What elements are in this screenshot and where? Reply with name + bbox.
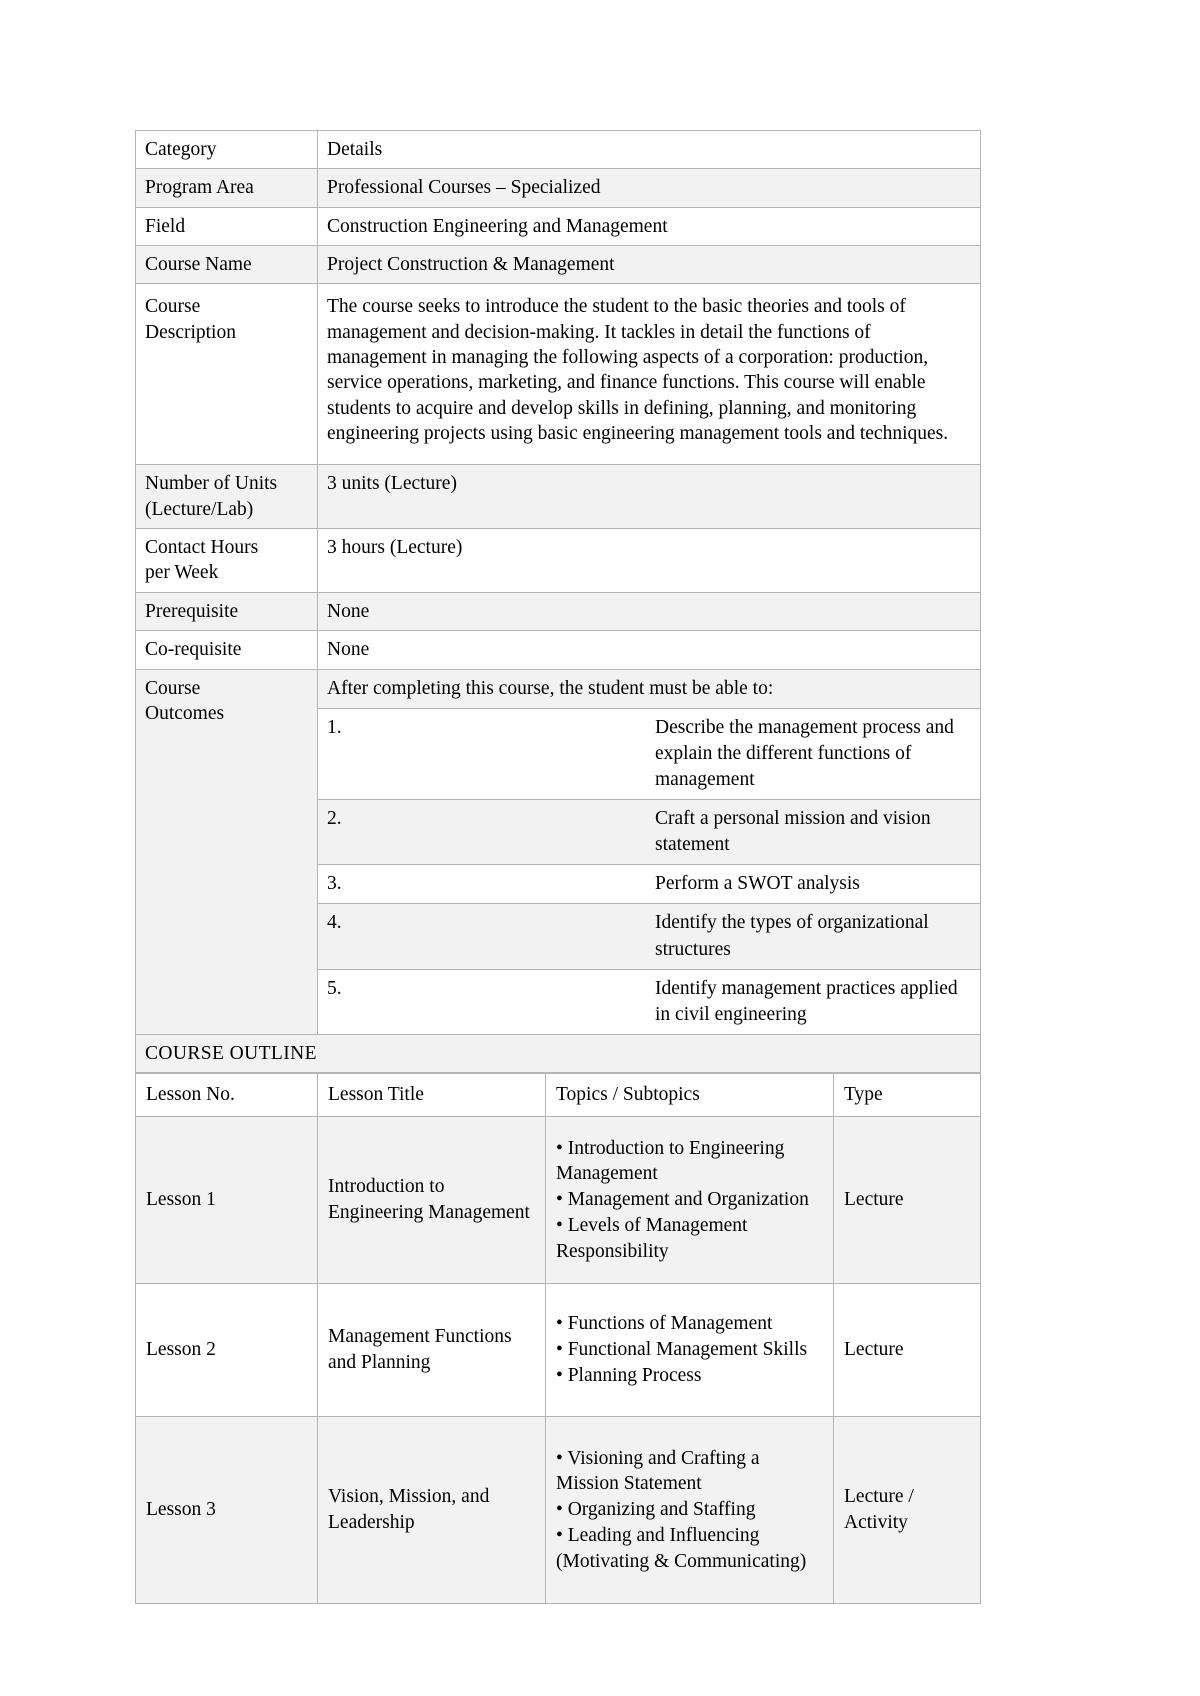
topic-item: • Levels of Management Responsibility (556, 1214, 748, 1262)
course-description-label-line2: Description (145, 321, 236, 343)
row-label-contact-hours (136, 529, 318, 593)
row-value-number-of-units: 3 units (Lecture) (318, 465, 981, 529)
lesson-topics (546, 1283, 834, 1416)
lesson-type: Lecture / Activity (834, 1416, 981, 1603)
column-header-topics: Topics / Subtopics (546, 1074, 834, 1117)
outcomes-label-line1: Course (145, 677, 201, 699)
table-row (136, 1416, 981, 1603)
list-item (318, 708, 980, 799)
column-header-category: Category (136, 131, 318, 169)
row-label-course-name: Course Name (136, 246, 318, 284)
lesson-topics (546, 1116, 834, 1283)
row-label-prerequisite: Prerequisite (136, 592, 318, 630)
list-item (318, 865, 980, 904)
lesson-title: Management Functions and Planning (318, 1283, 546, 1416)
table-row (136, 1283, 981, 1416)
outcomes-intro-text: After completing this course, the student must be able to: (318, 670, 980, 709)
column-header-lesson-title: Lesson Title (318, 1074, 546, 1117)
outcome-number: 5. (318, 969, 649, 1034)
row-label-corequisite: Co-requisite (136, 631, 318, 669)
row-label-number-of-units (136, 465, 318, 529)
course-outline-banner-row (136, 1034, 981, 1072)
list-item (318, 800, 980, 865)
row-label-program-area: Program Area (136, 169, 318, 207)
table-row-units (136, 465, 981, 529)
lesson-number: Lesson 2 (136, 1283, 318, 1416)
contact-hours-label-line2: per Week (145, 562, 219, 584)
list-item (318, 969, 980, 1034)
outcomes-intro-row (318, 670, 980, 709)
outcome-number: 2. (318, 800, 649, 865)
table-header-row (136, 131, 981, 169)
topic-item: • Visioning and Crafting a Mission Statement (556, 1447, 760, 1495)
table-row-corequisite (136, 631, 981, 669)
outcome-text: Describe the management process and explain the different functions of management (649, 708, 980, 799)
outcome-text: Perform a SWOT analysis (649, 865, 980, 904)
lesson-type: Lecture (834, 1116, 981, 1283)
table-row-contact-hours (136, 529, 981, 593)
table-row (136, 207, 981, 245)
outcomes-label-line2: Outcomes (145, 702, 225, 724)
lesson-number: Lesson 3 (136, 1416, 318, 1603)
column-header-lesson-no: Lesson No. (136, 1074, 318, 1117)
lesson-title: Vision, Mission, and Leadership (318, 1416, 546, 1603)
lesson-topics (546, 1416, 834, 1603)
table-row (136, 246, 981, 284)
topic-item: • Functional Management Skills (556, 1339, 808, 1361)
outcomes-table (318, 670, 980, 1034)
table-row (136, 169, 981, 207)
syllabus-table (135, 130, 981, 1073)
units-label-line2: (Lecture/Lab) (145, 498, 254, 520)
outcome-number: 3. (318, 865, 649, 904)
topic-item: • Organizing and Staffing (556, 1499, 756, 1521)
list-item (318, 904, 980, 969)
outcome-text: Craft a personal mission and vision statement (649, 800, 980, 865)
course-outline-banner: COURSE OUTLINE (136, 1034, 981, 1072)
lesson-type: Lecture (834, 1283, 981, 1416)
course-description-label-line1: Course (145, 296, 201, 318)
topic-item: • Management and Organization (556, 1189, 809, 1211)
outcome-number: 4. (318, 904, 649, 969)
table-row-course-description (136, 284, 981, 465)
row-label-course-outcomes (136, 669, 318, 1034)
row-value-field: Construction Engineering and Management (318, 207, 981, 245)
row-value-corequisite: None (318, 631, 981, 669)
topic-item: • Functions of Management (556, 1313, 773, 1335)
course-outline-table (135, 1073, 981, 1604)
outcome-text: Identify the types of organizational structures (649, 904, 980, 969)
table-row (136, 1116, 981, 1283)
topic-item: • Leading and Influencing (Motivating & Communicating) (556, 1524, 807, 1572)
outcome-text: Identify management practices applied in civil engineering (649, 969, 980, 1034)
column-header-details: Details (318, 131, 981, 169)
table-row-course-outcomes (136, 669, 981, 1034)
outcome-number: 1. (318, 708, 649, 799)
contact-hours-label-line1: Contact Hours (145, 537, 259, 559)
table-row-prerequisite (136, 592, 981, 630)
row-label-field: Field (136, 207, 318, 245)
topic-item: • Introduction to Engineering Management (556, 1137, 785, 1185)
lesson-number: Lesson 1 (136, 1116, 318, 1283)
column-header-type: Type (834, 1074, 981, 1117)
row-value-course-name: Project Construction & Management (318, 246, 981, 284)
row-value-contact-hours: 3 hours (Lecture) (318, 529, 981, 593)
lesson-title: Introduction to Engineering Management (318, 1116, 546, 1283)
row-label-course-description (136, 284, 318, 465)
course-outcomes-container (318, 669, 981, 1034)
row-value-program-area: Professional Courses – Specialized (318, 169, 981, 207)
topic-item: • Planning Process (556, 1364, 702, 1386)
units-label-line1: Number of Units (145, 473, 278, 495)
outline-header-row (136, 1074, 981, 1117)
row-value-prerequisite: None (318, 592, 981, 630)
row-value-course-description: The course seeks to introduce the student to the basic theories and tools of management and decision-making. It tackles in detail the functions of management in managing the following aspects of a corporation: production, service operations, marketing, and finance functions. This course will enable students to acquire and develop skills in defining, planning, and monitoring engineering projects using basic engineering management tools and techniques. (318, 284, 981, 465)
